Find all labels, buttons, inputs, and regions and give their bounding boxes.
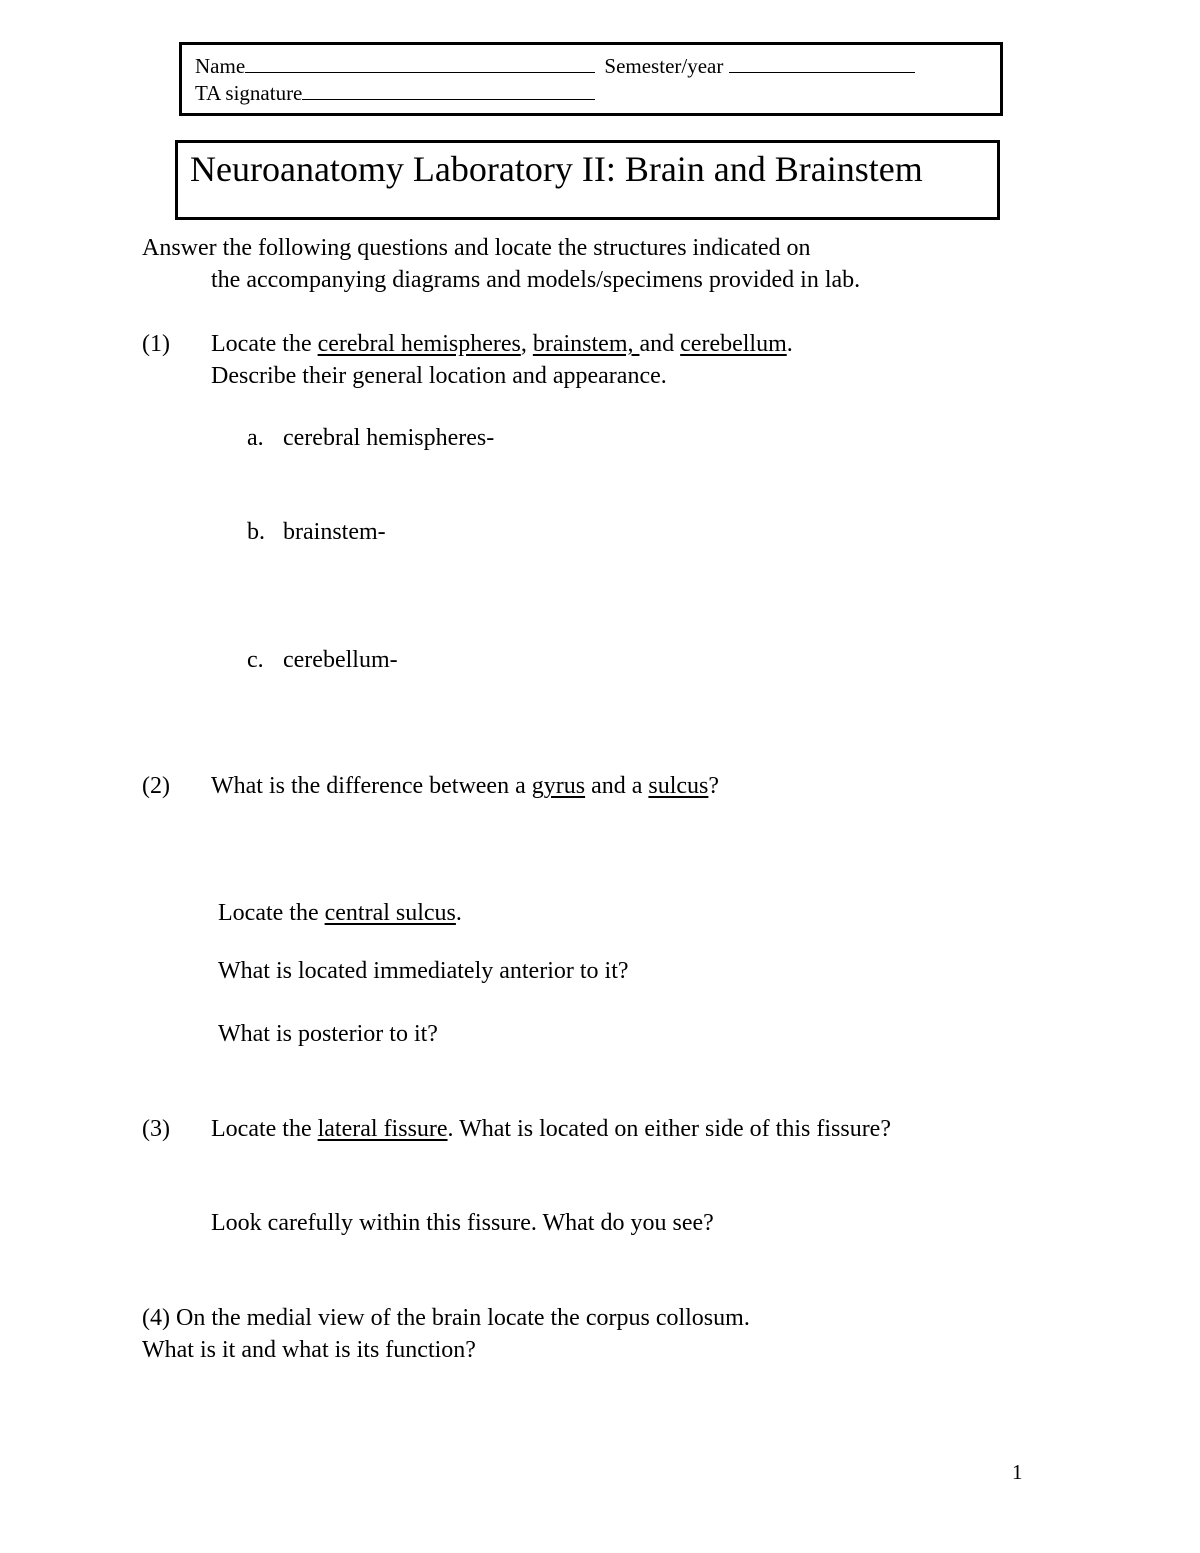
- q1-line-1: [211, 329, 793, 359]
- q4-line-1: (4) On the medial view of the brain locate the corpus collosum.: [142, 1305, 750, 1331]
- page-title: Neuroanatomy Laboratory II: Brain and Brainstem: [190, 149, 923, 189]
- q3-number: (3): [142, 1116, 170, 1142]
- q2-locate-text-2: .: [455, 900, 462, 926]
- q3-text-2: . What is located on either side of this fissure?: [447, 1116, 891, 1142]
- name-blank[interactable]: [245, 54, 595, 73]
- q1c-letter: c.: [247, 647, 264, 673]
- q1b-letter: b.: [247, 519, 265, 545]
- ta-signature-blank[interactable]: [302, 81, 595, 100]
- q1-term-cerebral-hemispheres: cerebral hemispheres: [317, 331, 521, 357]
- q2-locate-text-1: Locate the: [218, 900, 325, 926]
- q1-number: (1): [142, 331, 170, 357]
- page-number: 1: [1012, 1460, 1023, 1484]
- q1a-text: cerebral hemispheres-: [283, 425, 495, 451]
- q2-term-sulcus: sulcus: [648, 773, 709, 799]
- q2-line-1: [211, 771, 719, 801]
- q3-term-lateral-fissure: lateral fissure: [317, 1116, 448, 1142]
- q1-text-1: Locate the: [211, 331, 318, 357]
- q1a-letter: a.: [247, 425, 264, 451]
- q2-anterior-question: What is located immediately anterior to it?: [218, 958, 629, 984]
- q2-text-3: ?: [708, 773, 720, 799]
- q2-number: (2): [142, 773, 170, 799]
- q1-term-brainstem: brainstem,: [532, 331, 640, 357]
- ta-signature-field[interactable]: [195, 80, 595, 107]
- q2-text-2: and a: [585, 773, 649, 799]
- semester-label: Semester/year: [604, 54, 724, 78]
- q2-text-1: What is the difference between a: [211, 773, 532, 799]
- q1-text-3: and: [639, 331, 681, 357]
- q2-term-gyrus: gyrus: [531, 773, 586, 799]
- q1b-text: brainstem-: [283, 519, 386, 545]
- q3-line-1: [211, 1114, 891, 1144]
- q1-line-2: Describe their general location and appearance.: [211, 363, 667, 389]
- name-label: Name: [195, 54, 246, 78]
- q2-locate-line: [218, 898, 462, 928]
- q1-text-4: .: [786, 331, 793, 357]
- q1c-text: cerebellum-: [283, 647, 398, 673]
- q3-text-1: Locate the: [211, 1116, 318, 1142]
- q1-term-cerebellum: cerebellum: [680, 331, 787, 357]
- name-field[interactable]: [195, 53, 915, 80]
- q2-term-central-sulcus: central sulcus: [324, 900, 456, 926]
- q2-posterior-question: What is posterior to it?: [218, 1021, 438, 1047]
- q1-text-2: ,: [520, 331, 533, 357]
- q4-line-2: What is it and what is its function?: [142, 1337, 476, 1363]
- intro-line-1: Answer the following questions and locate the structures indicated on: [142, 235, 811, 261]
- ta-signature-label: TA signature: [195, 81, 303, 105]
- semester-blank[interactable]: [729, 54, 915, 73]
- intro-line-2: the accompanying diagrams and models/specimens provided in lab.: [211, 267, 861, 293]
- q3-look-question: Look carefully within this fissure. What do you see?: [211, 1210, 714, 1236]
